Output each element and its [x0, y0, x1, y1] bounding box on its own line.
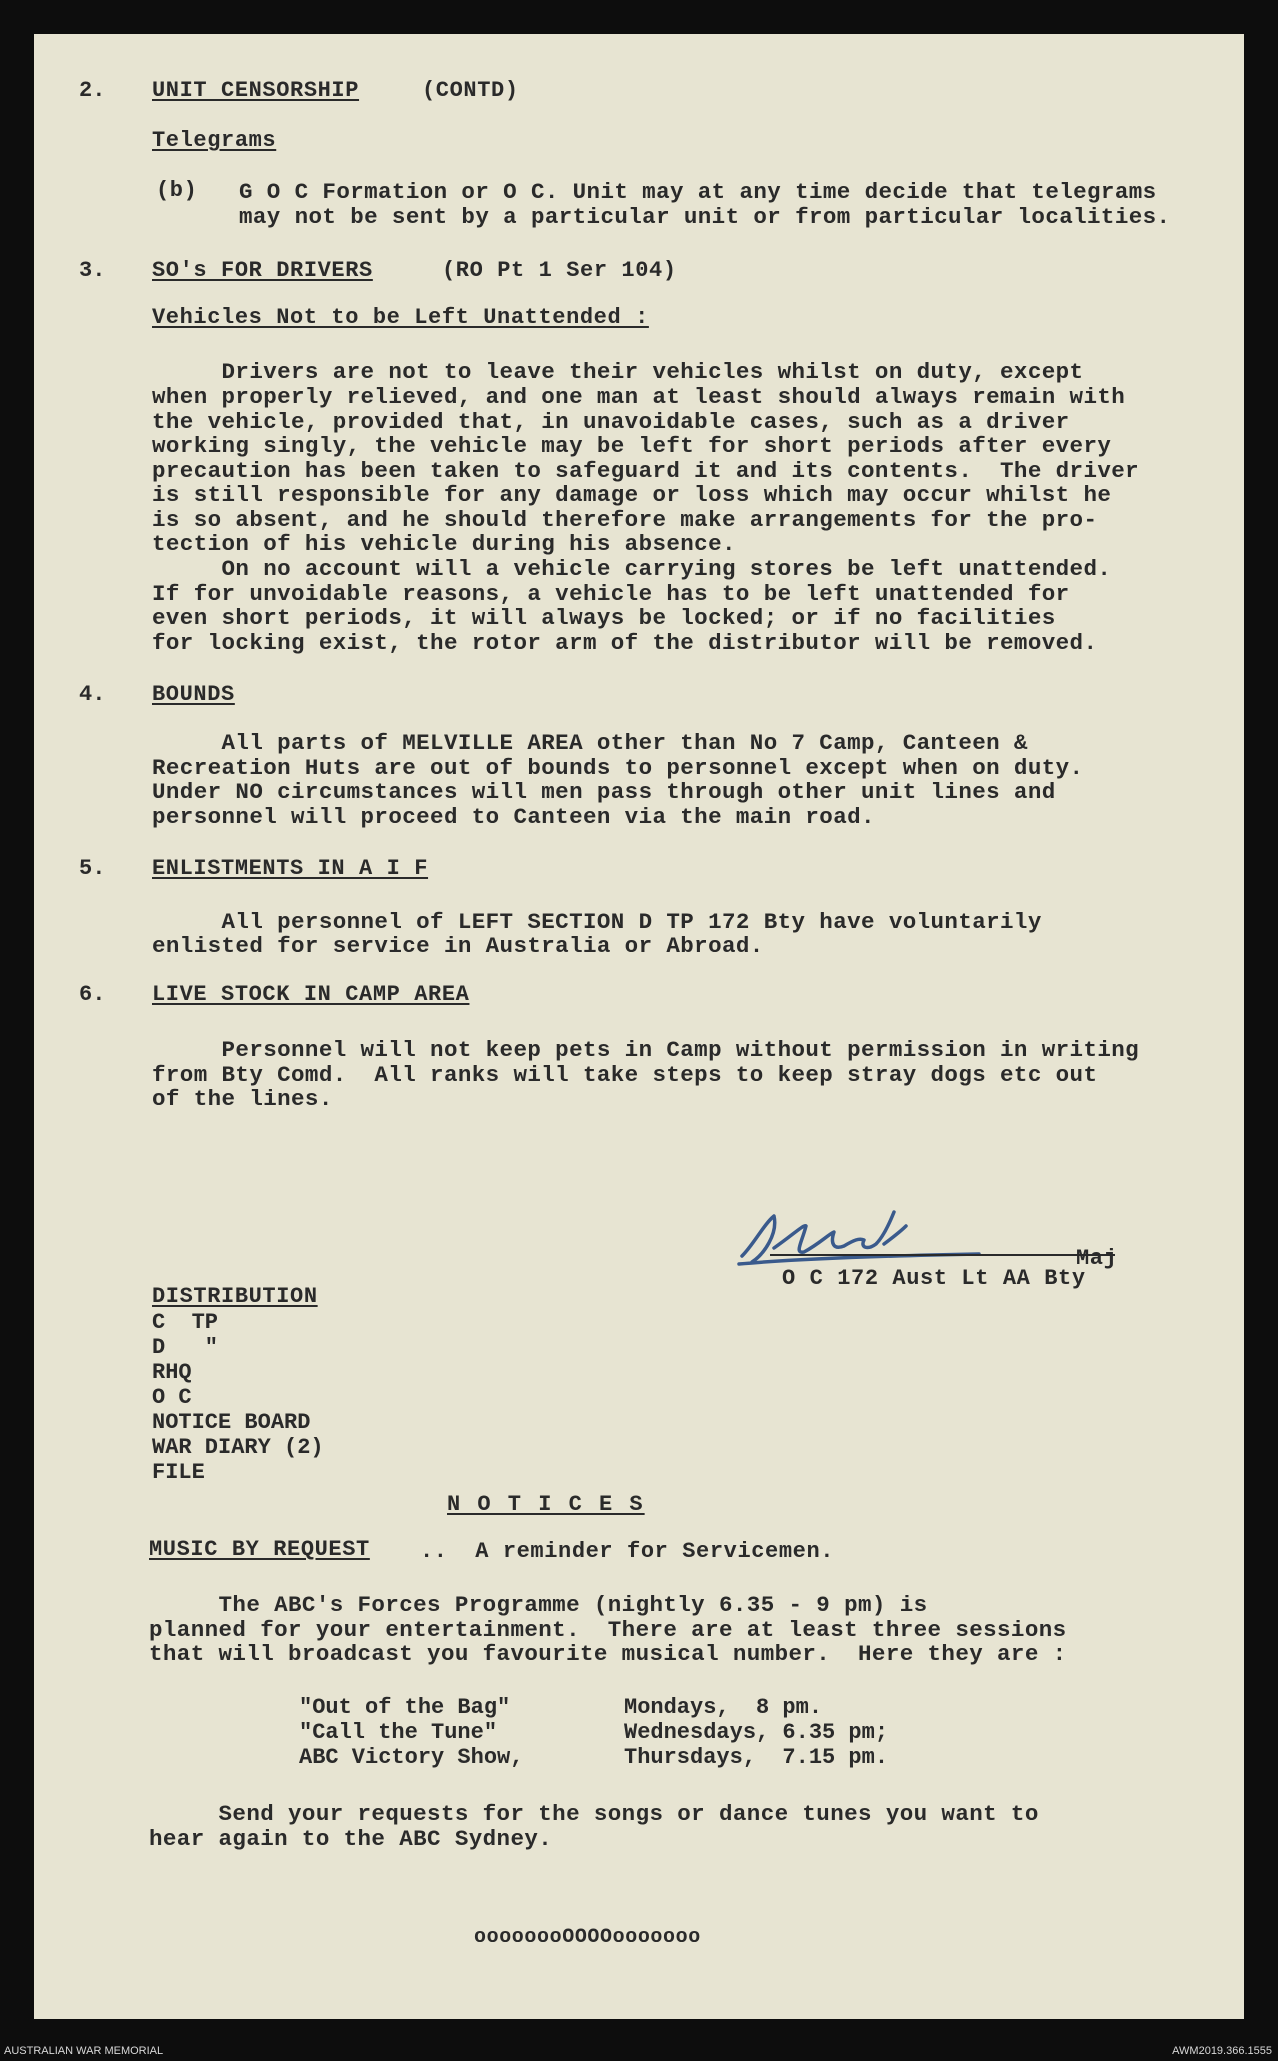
- distribution-item: FILE: [152, 1460, 205, 1485]
- section-3-line: working singly, the vehicle may be left for short periods after every: [152, 433, 1112, 459]
- section-3-suffix: (RO Pt 1 Ser 104): [442, 258, 677, 283]
- music-tagline: .. A reminder for Servicemen.: [420, 1539, 835, 1564]
- section-2-item-label: (b): [156, 178, 198, 203]
- section-3-line: even short periods, it will always be locked; or if no facilities: [152, 605, 1056, 631]
- section-4-heading: BOUNDS: [152, 682, 235, 707]
- music-heading: MUSIC BY REQUEST: [149, 1537, 370, 1562]
- section-6-number: 6.: [79, 982, 106, 1007]
- section-3-heading: SO's FOR DRIVERS: [152, 258, 373, 283]
- section-6-line: of the lines.: [152, 1086, 333, 1112]
- section-4-line: Under NO circumstances will men pass through other unit lines and: [152, 779, 1056, 805]
- document-page: [34, 34, 1244, 2019]
- schedule-show: ABC Victory Show,: [299, 1745, 524, 1770]
- distribution-item: RHQ: [152, 1360, 192, 1385]
- section-5-line: All personnel of LEFT SECTION D TP 172 Bty have voluntarily: [152, 909, 1042, 935]
- section-3-line: If for unvoidable reasons, a vehicle has to be left unattended for: [152, 581, 1070, 607]
- section-2-heading: UNIT CENSORSHIP: [152, 78, 360, 103]
- music-closing-line: hear again to the ABC Sydney.: [149, 1826, 553, 1852]
- section-4-line: personnel will proceed to Canteen via the main road.: [152, 804, 875, 830]
- section-6-line: from Bty Comd. All ranks will take steps to keep stray dogs etc out: [152, 1062, 1098, 1088]
- footer-right: AWM2019.366.1555: [1172, 2045, 1272, 2057]
- distribution-item: D ": [152, 1335, 219, 1360]
- section-2-item-line: may not be sent by a particular unit or from particular localities.: [239, 204, 1171, 230]
- music-intro-line: that will broadcast you favourite musical number. Here they are :: [149, 1641, 1067, 1667]
- section-4-line: Recreation Huts are out of bounds to personnel except when on duty.: [152, 755, 1084, 781]
- end-mark: oooooooOOOOooooooo: [474, 1926, 701, 1949]
- distribution-item: O C: [152, 1385, 192, 1410]
- section-5-heading: ENLISTMENTS IN A I F: [152, 856, 429, 881]
- schedule-show: "Out of the Bag": [299, 1695, 511, 1720]
- section-3-number: 3.: [79, 258, 106, 283]
- section-3-line: tection of his vehicle during his absence.: [152, 531, 736, 557]
- section-3-line: for locking exist, the rotor arm of the distributor will be removed.: [152, 630, 1098, 656]
- footer-left: AUSTRALIAN WAR MEMORIAL: [4, 2045, 164, 2057]
- section-6-heading: LIVE STOCK IN CAMP AREA: [152, 982, 470, 1007]
- section-3-subheading: Vehicles Not to be Left Unattended :: [152, 305, 649, 330]
- section-2-number: 2.: [79, 78, 106, 103]
- section-3-line: is still responsible for any damage or loss which may occur whilst he: [152, 482, 1112, 508]
- distribution-item: NOTICE BOARD: [152, 1410, 311, 1435]
- section-2-subheading: Telegrams: [152, 128, 277, 153]
- section-4-number: 4.: [79, 682, 106, 707]
- schedule-time: Thursdays, 7.15 pm.: [624, 1745, 889, 1770]
- distribution-item: C TP: [152, 1310, 219, 1335]
- section-3-line: is so absent, and he should therefore make arrangements for the pro-: [152, 507, 1098, 533]
- signature-rank: Maj: [1076, 1246, 1118, 1271]
- section-5-number: 5.: [79, 856, 106, 881]
- music-intro-line: The ABC's Forces Programme (nightly 6.35 - 9 pm) is: [149, 1592, 928, 1618]
- section-2-item-line: G O C Formation or O C. Unit may at any time decide that telegrams: [239, 179, 1157, 205]
- section-3-line: precaution has been taken to safeguard it and its contents. The driver: [152, 458, 1140, 484]
- schedule-time: Mondays, 8 pm.: [624, 1695, 823, 1720]
- section-2-suffix: (CONTD): [422, 78, 519, 103]
- signature-line: [770, 1254, 1115, 1256]
- section-3-line: Drivers are not to leave their vehicles whilst on duty, except: [152, 359, 1084, 385]
- handwritten-signature: [734, 1204, 984, 1274]
- music-closing-line: Send your requests for the songs or dance tunes you want to: [149, 1801, 1039, 1827]
- schedule-time: Wednesdays, 6.35 pm;: [624, 1720, 889, 1745]
- section-5-line: enlisted for service in Australia or Abroad.: [152, 933, 764, 959]
- signature-title: O C 172 Aust Lt AA Bty: [782, 1266, 1086, 1291]
- section-3-line: On no account will a vehicle carrying stores be left unattended.: [152, 556, 1112, 582]
- distribution-item: WAR DIARY (2): [152, 1435, 324, 1460]
- schedule-show: "Call the Tune": [299, 1720, 498, 1745]
- section-6-line: Personnel will not keep pets in Camp without permission in writing: [152, 1037, 1140, 1063]
- notices-heading: N O T I C E S: [447, 1492, 645, 1517]
- section-4-line: All parts of MELVILLE AREA other than No 7 Camp, Canteen &: [152, 730, 1028, 756]
- music-intro-line: planned for your entertainment. There are at least three sessions: [149, 1617, 1067, 1643]
- distribution-heading: DISTRIBUTION: [152, 1284, 318, 1309]
- section-3-line: when properly relieved, and one man at least should always remain with: [152, 384, 1126, 410]
- section-3-line: the vehicle, provided that, in unavoidable cases, such as a driver: [152, 409, 1070, 435]
